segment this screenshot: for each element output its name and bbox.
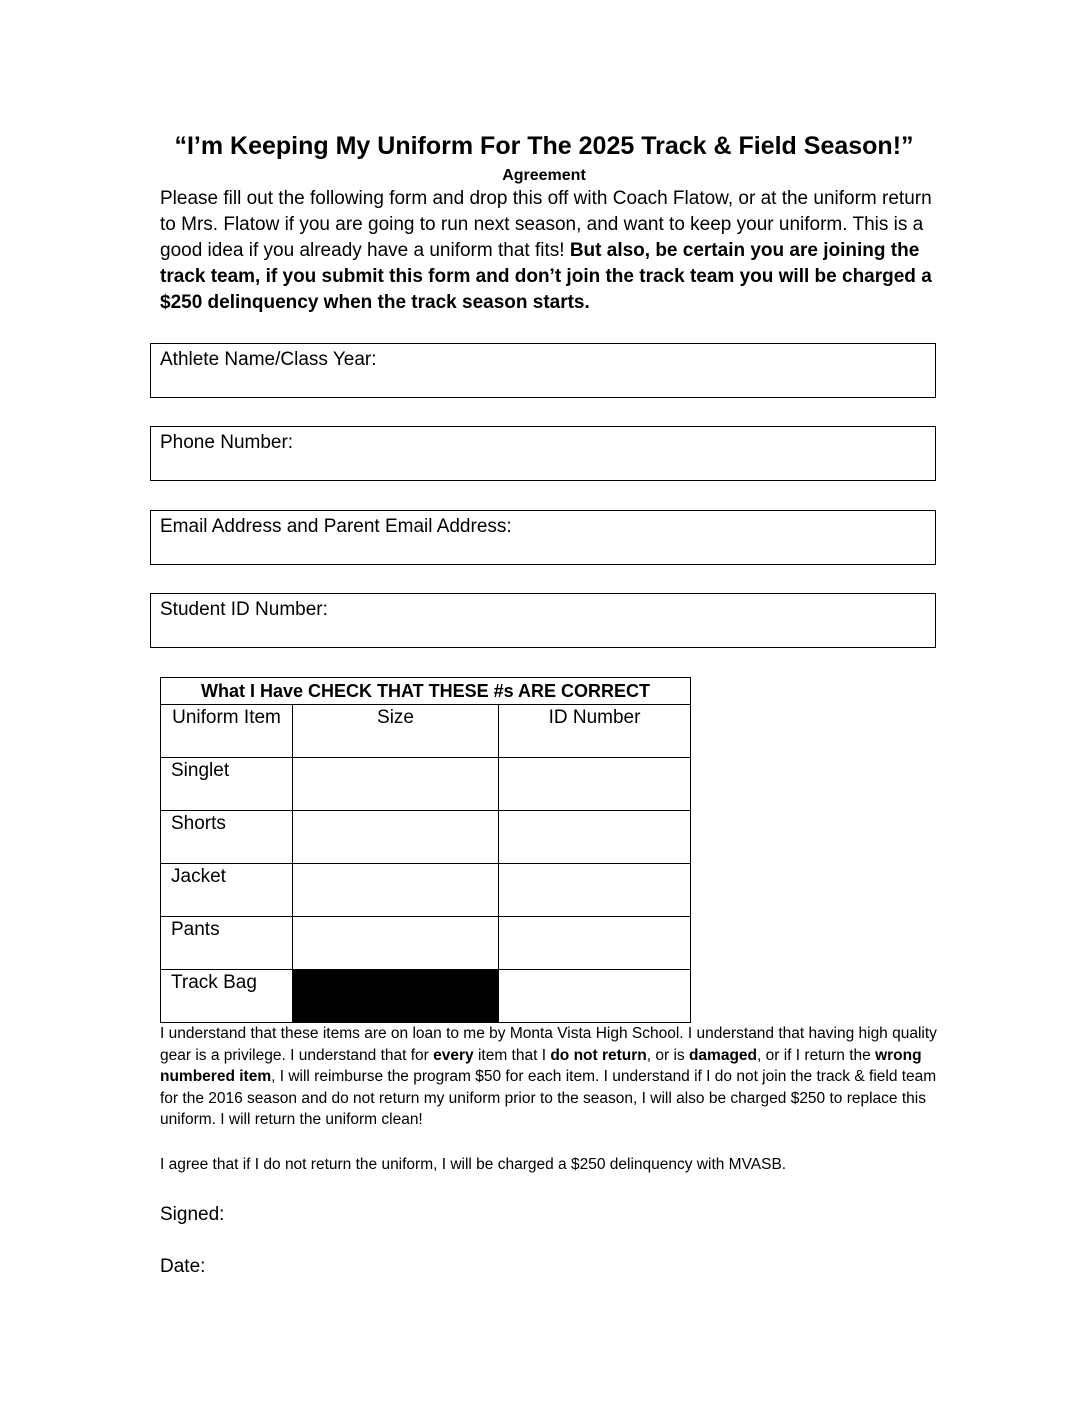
size-cell[interactable] <box>293 811 499 864</box>
terms-text: I understand that these items are on loan to me by Monta Vista High School. I understand that having high quality gear is a privilege. I understand that for <box>160 1025 937 1064</box>
terms-text: , or if I return the <box>757 1046 876 1064</box>
item-cell: Singlet <box>161 758 293 811</box>
column-header-size: Size <box>293 705 499 758</box>
id-cell[interactable] <box>499 758 691 811</box>
intro-paragraph <box>160 186 940 316</box>
date-label: Date: <box>160 1256 206 1277</box>
item-cell: Shorts <box>161 811 293 864</box>
page-title: “I’m Keeping My Uniform For The 2025 Track & Field Season!” <box>174 132 914 160</box>
page-subtitle: Agreement <box>502 167 586 184</box>
column-header-id: ID Number <box>499 705 691 758</box>
intro-warning: But also, be certain you are joining the track team, if you submit this form and don’t join the track team you will be charged a $250 delinquency when the track season starts. <box>160 240 932 313</box>
size-cell[interactable] <box>293 758 499 811</box>
table-header: What I Have CHECK THAT THESE #s ARE CORRECT <box>161 678 691 705</box>
table-row <box>161 864 691 917</box>
terms-text: , I will reimburse the program $50 for each item. I understand if I do not join the track & field team for the 2016 season and do not return my uniform prior to the season, I will also be charged $250 to replace this uniform. I will return the uniform clean! <box>160 1068 937 1128</box>
table-row <box>161 917 691 970</box>
size-cell-shaded <box>293 970 499 1023</box>
agreement-statement: I agree that if I do not return the uniform, I will be charged a $250 delinquency with MVASB. <box>160 1156 787 1173</box>
id-cell[interactable] <box>499 811 691 864</box>
item-cell: Jacket <box>161 864 293 917</box>
id-cell[interactable] <box>499 917 691 970</box>
athlete-name-label: Athlete Name/Class Year: <box>160 349 377 370</box>
phone-number-label: Phone Number: <box>160 432 294 453</box>
terms-paragraph <box>160 1023 940 1131</box>
item-cell: Pants <box>161 917 293 970</box>
email-address-label: Email Address and Parent Email Address: <box>160 516 512 537</box>
phone-number-field[interactable] <box>150 426 936 481</box>
email-address-field[interactable] <box>150 510 936 565</box>
id-cell[interactable] <box>499 864 691 917</box>
size-cell[interactable] <box>293 864 499 917</box>
column-header-item: Uniform Item <box>161 705 293 758</box>
terms-bold: damaged <box>688 1046 758 1064</box>
size-cell[interactable] <box>293 917 499 970</box>
signature-label: Signed: <box>160 1204 225 1225</box>
terms-text: item that I <box>473 1046 551 1064</box>
terms-bold: wrong numbered item <box>160 1046 922 1085</box>
terms-text: , or is <box>646 1046 689 1064</box>
terms-bold: do not return <box>550 1046 647 1064</box>
id-cell[interactable] <box>499 970 691 1023</box>
student-id-field[interactable] <box>150 593 936 648</box>
terms-bold: every <box>433 1046 474 1064</box>
table-row <box>161 970 691 1023</box>
table-row <box>161 811 691 864</box>
student-id-label: Student ID Number: <box>160 599 328 620</box>
item-cell: Track Bag <box>161 970 293 1023</box>
table-row <box>161 758 691 811</box>
uniform-table <box>160 677 691 1023</box>
athlete-name-field[interactable] <box>150 343 936 398</box>
intro-text: Please fill out the following form and drop this off with Coach Flatow, or at the uniform return to Mrs. Flatow if you are going to run next season, and want to keep your uniform. This is a good idea if you already have a uniform that fits! <box>160 188 932 261</box>
